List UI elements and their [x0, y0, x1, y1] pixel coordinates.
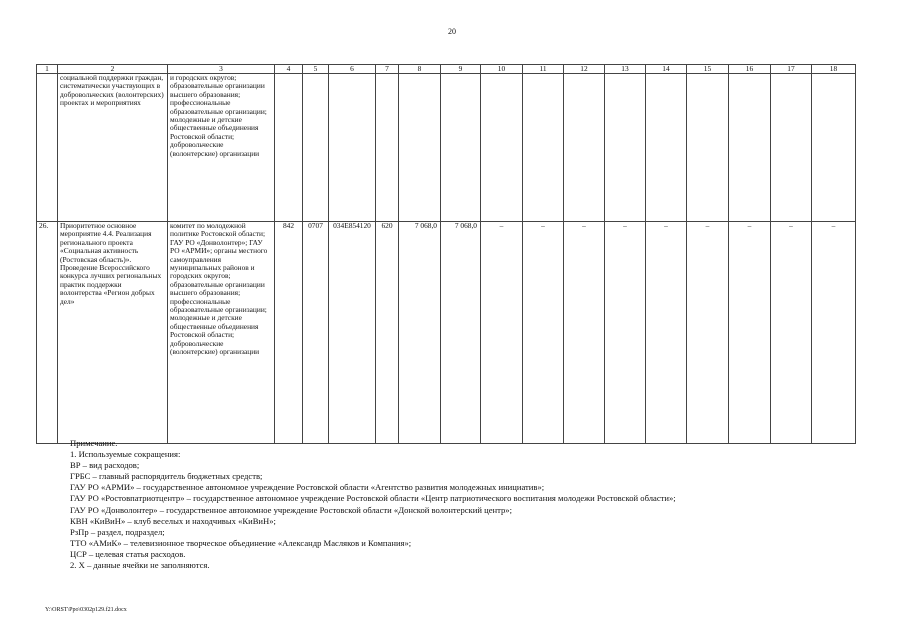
column-number: 3 [168, 65, 275, 74]
column-number: 15 [687, 65, 729, 74]
dash-cell: – [646, 222, 687, 444]
measure-name-cell: Приоритетное основное мероприятие 4.4. Реализация регионального проекта «Социальная активность (Ростовская область)». Проведение Всероссийского конкурса лучших региональных практик поддержки волонтерства «Регион добрых дел» [58, 222, 168, 444]
empty-cell [646, 74, 687, 222]
year-value-cell: 7 068,0 [441, 222, 481, 444]
table-row [37, 74, 856, 222]
empty-cell [812, 74, 856, 222]
column-number: 5 [303, 65, 329, 74]
column-number-row [37, 65, 856, 74]
column-number: 14 [646, 65, 687, 74]
dash-cell: – [687, 222, 729, 444]
empty-cell [564, 74, 605, 222]
column-number: 10 [481, 65, 523, 74]
grbs-cell: 842 [275, 222, 303, 444]
page-number: 20 [448, 27, 456, 36]
column-number: 11 [523, 65, 564, 74]
total-cell: 7 068,0 [399, 222, 441, 444]
csr-cell: 034E854120 [329, 222, 376, 444]
rzpr-cell: 0707 [303, 222, 329, 444]
executors-cell: комитет по молодежной политике Ростовской области; ГАУ РО «Донволонтер»; ГАУ РО «АРМИ»; органы местного самоуправления муниципальных районов и городских округов; образовательные организации высшего образования; профессиональные образовательные организации; молодежные и детские общественные объединения Ростовской области; добровольческие (волонтерские) организации [168, 222, 275, 444]
column-number: 9 [441, 65, 481, 74]
column-number: 13 [605, 65, 646, 74]
abbreviation-line: РзПр – раздел, подраздел; [70, 526, 165, 537]
notes-title: Примечание. [70, 438, 118, 448]
empty-cell [729, 74, 771, 222]
dash-cell: – [812, 222, 856, 444]
column-number: 8 [399, 65, 441, 74]
dash-cell: – [523, 222, 564, 444]
table-row [37, 222, 856, 444]
empty-cell [441, 74, 481, 222]
executors-cell: и городских округов; образовательные организации высшего образования; профессиональные образовательные организации; молодежные и детские общественные объединения Ростовской области; добровольческие (волонтерские) организации [168, 74, 275, 222]
abbreviation-line: ТТО «АМиК» – телевизионное творческое объединение «Александр Масляков и Компания»; [70, 537, 412, 548]
dash-cell: – [771, 222, 812, 444]
column-number: 12 [564, 65, 605, 74]
dash-cell: – [605, 222, 646, 444]
column-number: 16 [729, 65, 771, 74]
column-number: 1 [37, 65, 58, 74]
budget-table [36, 64, 856, 444]
empty-cell [275, 74, 303, 222]
empty-cell [771, 74, 812, 222]
abbreviation-line: ГАУ РО «Донволонтер» – государственное автономное учреждение Ростовской области «Донской волонтерский центр»; [70, 504, 512, 515]
dash-cell: – [564, 222, 605, 444]
vr-cell: 620 [376, 222, 399, 444]
empty-cell [329, 74, 376, 222]
row-number-cell: 26. [37, 222, 58, 444]
measure-name-cell: социальной поддержки граждан, систематически участвующих в добровольческих (волонтерских) проектах и мероприятиях [58, 74, 168, 222]
abbreviation-line: ГАУ РО «Ростовпатриотцентр» – государственное автономное учреждение Ростовской области «Центр патриотического воспитания молодежи Ростовской области»; [70, 493, 676, 504]
empty-cell [523, 74, 564, 222]
file-path-footer: Y:\ORST\Ppo\0302p129.f21.docx [45, 607, 127, 613]
dash-cell: – [481, 222, 523, 444]
row-number-cell [37, 74, 58, 222]
column-number: 17 [771, 65, 812, 74]
column-number: 4 [275, 65, 303, 74]
abbreviation-line: ГАУ РО «АРМИ» – государственное автономное учреждение Ростовской области «Агентство развития молодежных инициатив»; [70, 482, 545, 493]
empty-cell [481, 74, 523, 222]
notes-item-1: 1. Используемые сокращения: [70, 449, 181, 460]
abbreviation-line: ВР – вид расходов; [70, 460, 140, 471]
abbreviation-line: КВН «КиВиН» – клуб веселых и находчивых «КиВиН»; [70, 515, 276, 526]
empty-cell [605, 74, 646, 222]
column-number: 7 [376, 65, 399, 74]
empty-cell [399, 74, 441, 222]
notes-item-2: 2. Х – данные ячейки не заполняются. [70, 560, 210, 571]
abbreviation-line: ГРБС – главный распорядитель бюджетных средств; [70, 471, 263, 482]
empty-cell [687, 74, 729, 222]
empty-cell [376, 74, 399, 222]
column-number: 6 [329, 65, 376, 74]
column-number: 2 [58, 65, 168, 74]
column-number: 18 [812, 65, 856, 74]
dash-cell: – [729, 222, 771, 444]
notes-block [70, 438, 870, 571]
abbreviation-line: ЦСР – целевая статья расходов. [70, 548, 186, 559]
empty-cell [303, 74, 329, 222]
